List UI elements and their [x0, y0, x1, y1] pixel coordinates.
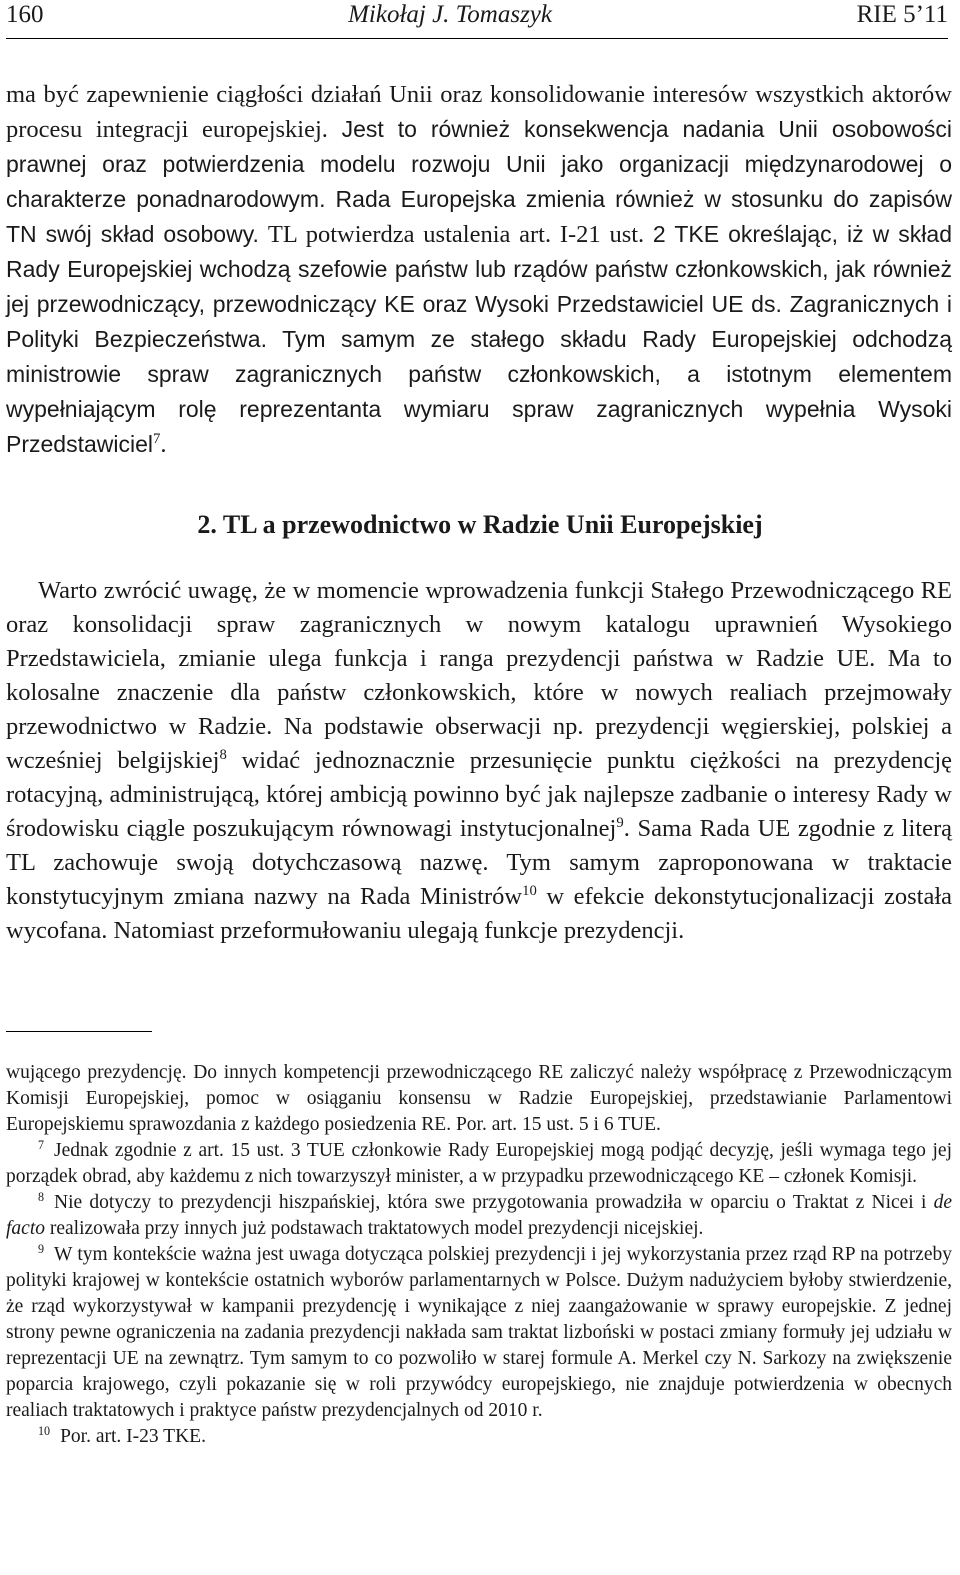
footnote-text: Por. art. I-23 TKE. [60, 1426, 206, 1447]
journal-label: RIE 5’11 [856, 1, 948, 28]
footnote-text: Jednak zgodnie z art. 15 ust. 3 TUE członkowie Rady Europejskiej mogą podjąć decyzję, jeśli wymaga tego jej porządek obrad, aby każdemu z nich towarzyszył minister, a w przypadku przewodniczącego KE – członek Komisji. [6, 1140, 952, 1187]
body-text-section [6, 574, 952, 948]
footnote-ref-9[interactable]: 9 [616, 814, 624, 831]
paragraph-text: ma być zapewnienie ciągłości działań Unii oraz konsolidowanie interesów wszystkich aktorów procesu integracji europejskiej. [6, 81, 952, 143]
footnote-number: 10 [38, 1423, 51, 1438]
paragraph-text-sans: Jest to również konsekwencja nadania Unii osobowości prawnej oraz potwierdzenia modelu rozwoju Unii jako organizacji międzynarodowej o charakterze ponadnarodowym. Rada Europejska zmienia również w stosunku do zapisów TN swój skład osobowy. [6, 116, 952, 247]
footnote-text: W tym kontekście ważna jest uwaga dotycząca polskiej prezydencji i jej wykorzystania przez rząd RP na potrzeby polityki krajowej w kontekście ostatnich wyborów parlamentarnych w Polsce. Dużym nadużyciem byłoby stwierdzenie, że rząd wykorzystywał w kampanii prezydencję i wynikające z niej zaangażowanie w sprawy europejskie. Z jednej strony pewne ograniczenia na zadania prezydencji nakłada sam traktat lizboński w postaci zmiany formuły jej udziału w reprezentacji UE na zewnątrz. Tym samym to co pozwoliło w starej formule A. Merkel czy N. Sarkozy na zwiększenie poparcia krajowego, czyli pokazanie się w roli przywódcy europejskiego, nie znajduje potwierdzenia w obecnych realiach traktatowych i praktyce państw prezydencjalnych od 2010 r. [6, 1244, 952, 1421]
paragraph-text: TL potwierdza ustalenia art. I-21 ust. [267, 221, 653, 248]
footnote-10 [6, 1424, 952, 1450]
footnotes [6, 1060, 952, 1450]
running-author: Mikołaj J. Tomaszyk [348, 1, 552, 28]
paragraph-text: . Sama Rada UE zgodnie z literą TL zachowuje swoją dotychczasową nazwę. Tym samym zaproponowana w traktacie konstytucyjnym zmiana nazwy na Rada Ministrów [6, 815, 953, 910]
footnote-7 [6, 1138, 952, 1190]
footnote-ref-10[interactable]: 10 [522, 882, 537, 899]
section-paragraph [6, 574, 952, 948]
footnote-ref-8[interactable]: 8 [219, 746, 227, 763]
page-header [6, 0, 948, 39]
footnote-ref-7[interactable]: 7 [153, 430, 161, 447]
footnote-text: realizowała przy innych już podstawach traktatowych model prezydencji nicejskiej. [45, 1218, 704, 1239]
footnote-number: 9 [38, 1241, 45, 1256]
footnote-italic: de facto [6, 1192, 952, 1239]
body-text-top [6, 78, 952, 462]
paragraph-end: . [160, 431, 167, 458]
footnote-9 [6, 1242, 952, 1424]
section-heading: 2. TL a przewodnictwo w Radzie Unii Europejskiej [197, 510, 763, 539]
footnote-continuation: wującego prezydencję. Do innych kompetencji przewodniczącego RE zaliczyć należy współpracę z Przewodniczącym Komisji Europejskiej, pomoc w osiąganiu konsensu w Radzie Europejskiej, przedstawianie Parlamentowi Europejskiemu sprawozdania z każdego posiedzenia RE. Por. art. 15 ust. 5 i 6 TUE. [6, 1062, 952, 1135]
paragraph-text: widać jednoznacznie przesunięcie punktu ciężkości na prezydencję rotacyjną, administrującą, której ambicją powinno być jak najlepsze zadbanie o interesy Rady w środowisku ciągle poszukującym równowagi instytucjonalnej [6, 747, 953, 842]
footnote-text: Nie dotyczy to prezydencji hiszpańskiej, która swe przygotowania prowadziła w oparciu o Traktat z Nicei i [54, 1192, 934, 1213]
footnote-divider [6, 1031, 152, 1032]
paragraph-text: w efekcie dekonstytucjonalizacji została wycofana. Natomiast przeformułowaniu ulegają funkcje prezydencji. [6, 883, 953, 944]
paragraph-text-sans: 2 TKE określając, iż w skład Rady Europejskiej wchodzą szefowie państw lub rządów państw członkowskich, jak również jej przewodniczący, przewodniczący KE oraz Wysoki Przedstawiciel UE ds. Zagranicznych i Polityki Bezpieczeństwa. Tym samym ze stałego składu Rady Europejskiej odchodzą ministrowie spraw zagranicznych państw członkowskich, a istotnym elementem wypełniającym rolę reprezentanta wymiaru spraw zagranicznych wypełnia Wysoki Przedstawiciel [6, 221, 952, 457]
page-number: 160 [6, 1, 44, 28]
footnote-number: 7 [38, 1137, 45, 1152]
footnote-8 [6, 1190, 952, 1242]
footnote-number: 8 [38, 1189, 45, 1204]
paragraph-text: Warto zwrócić uwagę, że w momencie wprowadzenia funkcji Stałego Przewodniczącego RE oraz konsolidacji spraw zagranicznych w nowym katalogu uprawnień Wysokiego Przedstawiciela, zmianie ulega funkcja i ranga prezydencji państwa w Radzie UE. Ma to kolosalne znaczenie dla państw członkowskich, które w nowych realiach przejmowały przewodnictwo w Radzie. Na podstawie obserwacji np. prezydencji węgierskiej, polskiej a wcześniej belgijskiej [6, 577, 952, 774]
paragraph-continuation [6, 78, 952, 462]
